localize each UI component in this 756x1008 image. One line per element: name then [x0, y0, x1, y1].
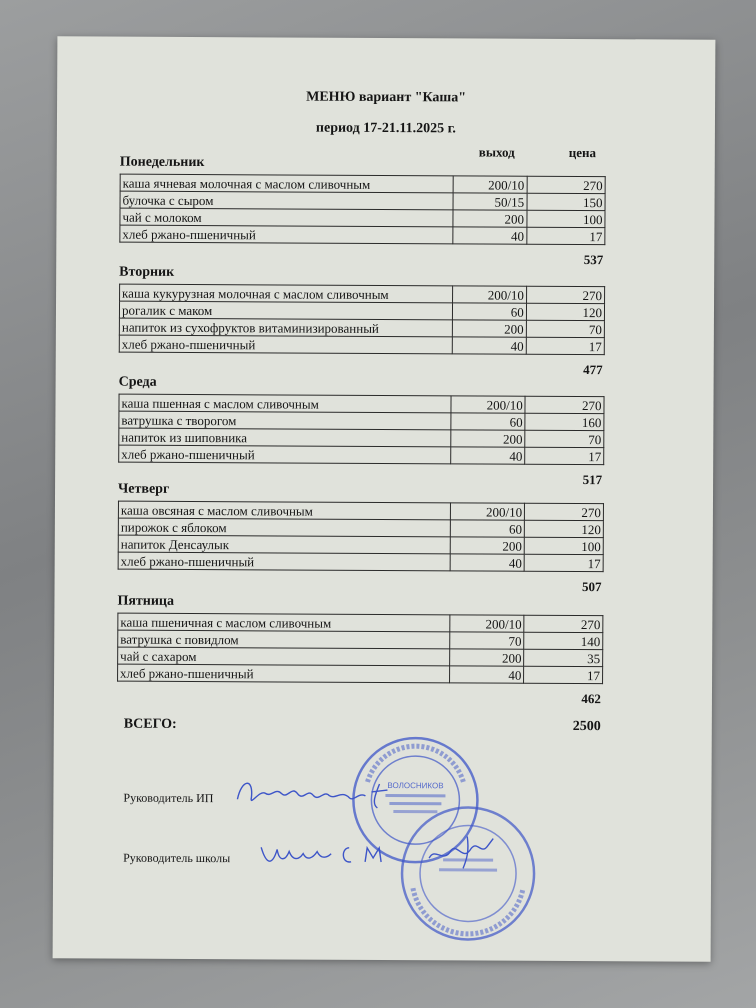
table-row: [118, 552, 603, 572]
dish-name: рогалик с маком: [119, 301, 452, 320]
dish-price: 270: [525, 396, 604, 413]
dish-output: 200/10: [452, 286, 526, 303]
dish-output: 60: [451, 413, 525, 430]
dish-output: 50/15: [453, 193, 527, 210]
svg-text:ВОЛОСНИКОВ: ВОЛОСНИКОВ: [387, 781, 444, 791]
dish-price: 140: [524, 632, 603, 649]
dish-name: каша пшенная с маслом сливочным: [119, 394, 451, 413]
signature-label-school: Руководитель школы: [123, 850, 231, 866]
day-menu-table: [117, 613, 603, 685]
table-row: [118, 664, 603, 684]
dish-price: 270: [526, 286, 604, 303]
dish-price: 17: [526, 227, 604, 244]
day-menu-table: [119, 284, 605, 356]
dish-price: 270: [524, 615, 603, 632]
grand-total-label: ВСЕГО:: [123, 716, 177, 732]
day-heading: Вторник: [119, 264, 175, 280]
day-menu-table: [119, 174, 605, 246]
dish-output: 200/10: [450, 615, 524, 632]
dish-price: 17: [526, 337, 604, 354]
dish-name: ватрушка с творогом: [119, 411, 451, 430]
day-total: 537: [583, 252, 604, 268]
document-period: период 17-21.11.2025 г.: [315, 120, 456, 137]
dish-price: 100: [527, 210, 605, 227]
dish-output: 200: [453, 210, 527, 227]
day-heading: Четверг: [118, 481, 170, 497]
dish-name: хлеб ржано-пшеничный: [119, 335, 452, 354]
dish-price: 160: [525, 413, 604, 430]
dish-name: хлеб ржано-пшеничный: [119, 445, 451, 464]
day-heading: Понедельник: [119, 154, 205, 171]
signature-label-ip: Руководитель ИП: [123, 790, 214, 806]
dish-name: напиток Денсаулык: [118, 535, 450, 554]
dish-name: каша пшеничная с маслом сливочным: [118, 613, 450, 632]
dish-price: 270: [525, 503, 604, 520]
dish-output: 200: [450, 649, 524, 666]
dish-output: 40: [452, 227, 526, 244]
dish-output: 40: [450, 554, 524, 571]
dish-name: каша овсяная с маслом сливочным: [118, 501, 450, 520]
dish-price: 120: [525, 520, 604, 537]
dish-output: 70: [450, 632, 524, 649]
day-total: 462: [581, 691, 601, 707]
dish-name: каша кукурузная молочная с маслом сливочным: [120, 284, 453, 303]
round-stamp-school: [393, 798, 544, 949]
day-heading: Пятница: [117, 593, 175, 609]
dish-name: хлеб ржано-пшеничный: [118, 664, 450, 683]
column-header-price: цена: [568, 144, 597, 161]
dish-output: 60: [450, 520, 524, 537]
dish-price: 17: [525, 447, 604, 464]
day-total: 507: [582, 579, 602, 595]
dish-name: хлеб ржано-пшеничный: [120, 225, 453, 244]
dish-price: 17: [524, 554, 603, 571]
day-heading: Среда: [118, 374, 157, 390]
dish-price: 70: [525, 430, 604, 447]
dish-name: напиток из сухофруктов витаминизированный: [119, 318, 452, 337]
dish-price: 35: [524, 649, 603, 666]
dish-output: 40: [452, 337, 526, 354]
dish-name: булочка с сыром: [120, 191, 453, 210]
dish-output: 200: [452, 320, 526, 337]
dish-name: чай с молоком: [120, 208, 453, 227]
day-total: 517: [582, 472, 603, 488]
dish-price: 150: [527, 193, 605, 210]
dish-name: ватрушка с повидлом: [118, 630, 450, 649]
dish-name: пирожок с яблоком: [118, 518, 450, 537]
dish-price: 70: [526, 320, 604, 337]
dish-output: 200: [451, 430, 525, 447]
dish-name: напиток из шиповника: [119, 428, 451, 447]
dish-output: 40: [450, 666, 524, 683]
table-row: [119, 445, 604, 465]
dish-output: 200/10: [453, 176, 527, 193]
grand-total-value: 2500: [572, 718, 601, 735]
day-menu-table: [118, 501, 604, 573]
dish-output: 200/10: [451, 396, 525, 413]
day-menu-table: [118, 394, 604, 466]
dish-price: 17: [524, 666, 603, 683]
column-header-output: выход: [478, 144, 515, 160]
table-row: [120, 225, 605, 245]
dish-name: хлеб ржано-пшеничный: [118, 552, 450, 571]
dish-output: 200: [450, 537, 524, 554]
dish-name: чай с сахаром: [118, 647, 450, 666]
day-total: 477: [583, 362, 603, 378]
dish-price: 270: [527, 176, 605, 193]
dish-name: каша ячневая молочная с маслом сливочным: [120, 174, 453, 193]
dish-price: 120: [526, 303, 604, 320]
dish-output: 40: [451, 447, 525, 464]
dish-output: 60: [452, 303, 526, 320]
table-row: [119, 335, 604, 355]
dish-price: 100: [524, 537, 603, 554]
dish-output: 200/10: [450, 503, 524, 520]
document-title: МЕНЮ вариант "Каша": [306, 89, 467, 106]
menu-document: [53, 36, 716, 961]
